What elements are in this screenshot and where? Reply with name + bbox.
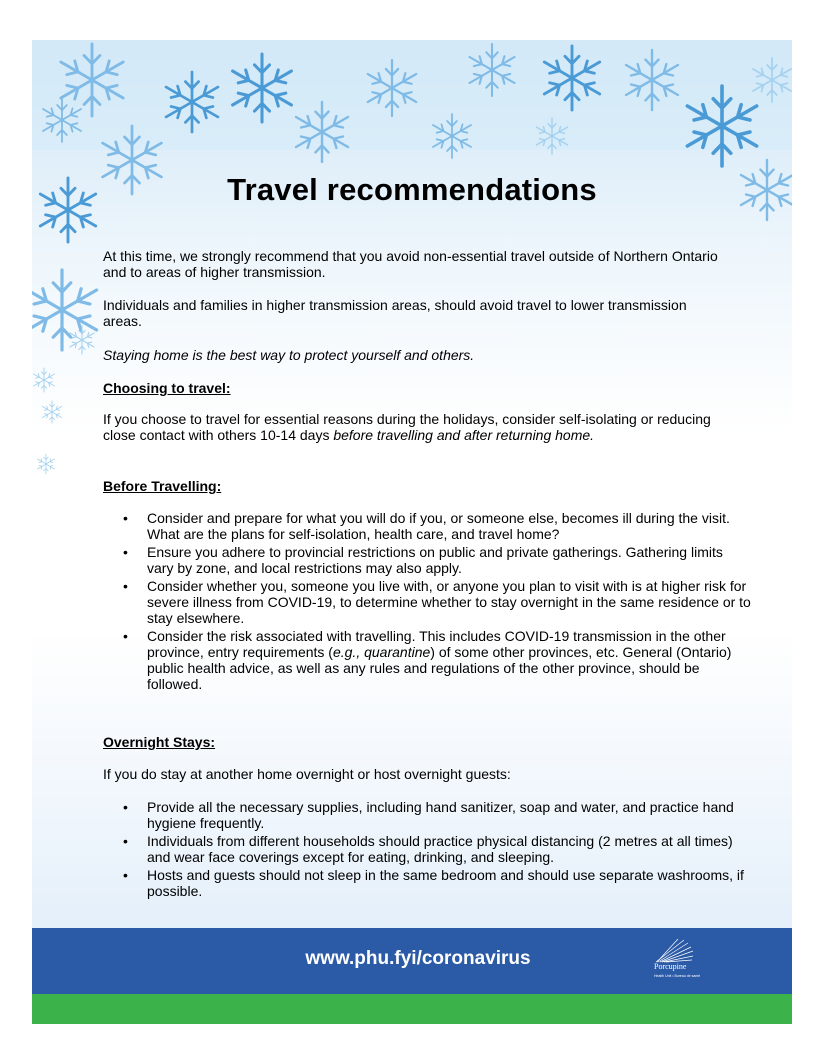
before-travelling-list xyxy=(103,510,753,694)
list-item-text: Consider the risk associated with travelling. This includes COVID-19 transmission in the other province, entry requirements ( xyxy=(147,628,726,660)
list-item: • Hosts and guests should not sleep in the same bedroom and should use separate washrooms, if possible. xyxy=(103,867,753,899)
list-item: • Individuals from different households should practice physical distancing (2 metres at all times) and wear face coverings except for eating, drinking, and sleeping. xyxy=(103,833,753,865)
before-travelling-heading: Before Travelling: xyxy=(103,478,222,494)
list-item-italic: quarantine xyxy=(364,644,431,660)
overnight-list xyxy=(103,799,753,901)
page-title: Travel recommendations xyxy=(227,172,597,207)
intro-paragraph-3 xyxy=(103,347,723,363)
list-item xyxy=(103,628,753,692)
intro-italic-text: Staying home is the best way to protect yourself and others. xyxy=(103,347,475,363)
footer-url-link[interactable]: www.phu.fyi/coronavirus xyxy=(305,948,531,969)
list-item: • Consider and prepare for what you will do if you, or someone else, becomes ill during the visit. What are the plans for self-isolation, health care, and travel home? xyxy=(103,510,753,542)
choosing-paragraph xyxy=(103,411,723,443)
logo-name: Porcupine xyxy=(654,962,687,971)
list-item-text: ) of some other provinces, etc. General (Ontario) public health advice, as well as any rules and regulations of the other province, should be followed. xyxy=(147,644,732,692)
footer-bar xyxy=(32,928,792,994)
overnight-intro: If you do stay at another home overnight or host overnight guests: xyxy=(103,766,511,782)
document-page xyxy=(32,40,792,1024)
choosing-italic-text: before travelling and after returning home. xyxy=(333,427,595,443)
porcupine-logo xyxy=(654,938,734,986)
choosing-heading: Choosing to travel: xyxy=(103,380,231,396)
list-item-italic: e.g., xyxy=(332,644,361,660)
intro-paragraph-2: Individuals and families in higher transmission areas, should avoid travel to lower transmission areas. xyxy=(103,297,687,329)
quill-logo-icon xyxy=(654,938,694,964)
footer-green-bar xyxy=(32,994,792,1024)
intro-paragraph-1: At this time, we strongly recommend that you avoid non-essential travel outside of Northern Ontario and to areas of higher transmission. xyxy=(103,248,718,280)
choosing-text: If you choose to travel for essential reasons during the holidays, consider self-isolating or reducing close contact with others 10-14 days xyxy=(103,411,711,443)
list-item: • Ensure you adhere to provincial restrictions on public and private gatherings. Gathering limits vary by zone, and local restrictions may also apply. xyxy=(103,544,753,576)
list-item: • Consider whether you, someone you live with, or anyone you plan to visit with is at higher risk for severe illness from COVID-19, to determine whether to stay overnight in the same residence or to stay elsewhere. xyxy=(103,578,753,626)
list-item: • Provide all the necessary supplies, including hand sanitizer, soap and water, and practice hand hygiene frequently. xyxy=(103,799,753,831)
logo-tagline: Health Unit • Bureau de santé xyxy=(654,974,701,978)
overnight-heading: Overnight Stays: xyxy=(103,734,216,750)
